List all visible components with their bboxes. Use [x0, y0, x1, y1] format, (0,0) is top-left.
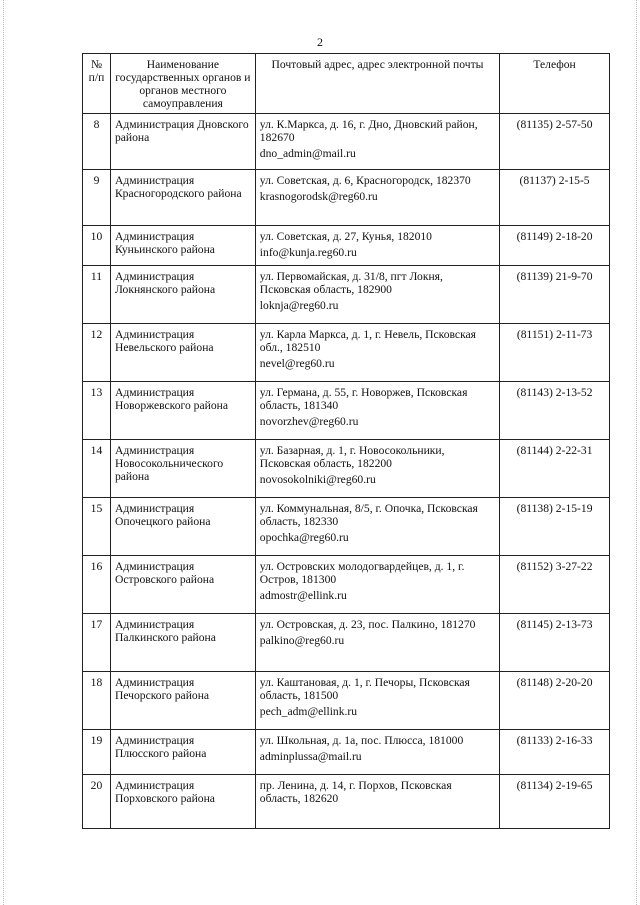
email-address: krasnogorodsk@reg60.ru	[259, 190, 378, 203]
postal-address: ул. Германа, д. 55, г. Новоржев, Псковская область, 181340	[259, 386, 468, 412]
row-number: 20	[83, 775, 111, 829]
email-address: opochka@reg60.ru	[259, 531, 349, 544]
row-number: 18	[83, 672, 111, 730]
phone-number: (81151) 2-11-73	[500, 324, 610, 382]
phone-number: (81137) 2-15-5	[500, 170, 610, 226]
header-address: Почтовый адрес, адрес электронной почты	[255, 54, 499, 114]
table-body	[83, 114, 610, 829]
authority-name: Администрация Невельского района	[110, 324, 255, 382]
table-header-row	[83, 54, 610, 114]
address-cell	[255, 614, 499, 672]
address-cell	[255, 266, 499, 324]
authority-name: Администрация Куньинского района	[110, 226, 255, 266]
authority-name: Администрация Новоржевского района	[110, 382, 255, 440]
phone-number: (81139) 21-9-70	[500, 266, 610, 324]
phone-number: (81138) 2-15-19	[500, 498, 610, 556]
row-number: 19	[83, 730, 111, 775]
address-cell	[255, 672, 499, 730]
postal-address: ул. Советская, д. 27, Кунья, 182010	[259, 230, 432, 243]
authority-name: Администрация Локнянского района	[110, 266, 255, 324]
email-address: pech_adm@ellink.ru	[259, 705, 358, 718]
row-number: 12	[83, 324, 111, 382]
administration-table	[82, 53, 610, 829]
authority-name: Администрация Печорского района	[110, 672, 255, 730]
postal-address: ул. Островская, д. 23, пос. Палкино, 181270	[259, 618, 476, 631]
address-cell	[255, 324, 499, 382]
authority-name: Администрация Красногородского района	[110, 170, 255, 226]
row-number: 15	[83, 498, 111, 556]
email-address: palkino@reg60.ru	[259, 634, 345, 647]
authority-name: Администрация Островского района	[110, 556, 255, 614]
postal-address: ул. Карла Маркса, д. 1, г. Невель, Псковская обл., 182510	[259, 328, 477, 354]
postal-address: пр. Ленина, д. 14, г. Порхов, Псковская область, 182620	[259, 779, 452, 805]
postal-address: ул. Островских молодогвардейцев, д. 1, г. Остров, 181300	[259, 560, 465, 586]
address-cell	[255, 730, 499, 775]
authority-name: Администрация Опочецкого района	[110, 498, 255, 556]
phone-number: (81144) 2-22-31	[500, 440, 610, 498]
postal-address: ул. Школьная, д. 1а, пос. Плюсса, 181000	[259, 734, 464, 747]
address-cell	[255, 556, 499, 614]
address-cell	[255, 226, 499, 266]
authority-name: Администрация Порховского района	[110, 775, 255, 829]
postal-address: ул. Советская, д. 6, Красногородск, 182370	[259, 174, 471, 187]
email-address: dno_admin@mail.ru	[259, 147, 356, 160]
table-row	[83, 170, 610, 226]
phone-number: (81149) 2-18-20	[500, 226, 610, 266]
table-row	[83, 382, 610, 440]
authority-name: Администрация Новосокольнического района	[110, 440, 255, 498]
address-cell	[255, 775, 499, 829]
table-row	[83, 440, 610, 498]
email-address: info@kunja.reg60.ru	[259, 246, 357, 259]
email-address: novosokolniki@reg60.ru	[259, 473, 376, 486]
phone-number: (81135) 2-57-50	[500, 114, 610, 170]
row-number: 8	[83, 114, 111, 170]
phone-number: (81152) 3-27-22	[500, 556, 610, 614]
postal-address: ул. Коммунальная, 8/5, г. Опочка, Псковская область, 182330	[259, 502, 478, 528]
scan-edge-right	[636, 0, 638, 905]
email-address: nevel@reg60.ru	[259, 357, 335, 370]
table-row	[83, 614, 610, 672]
postal-address: ул. Базарная, д. 1, г. Новосокольники, Псковская область, 182200	[259, 444, 445, 470]
table-row	[83, 730, 610, 775]
address-cell	[255, 114, 499, 170]
phone-number: (81134) 2-19-65	[500, 775, 610, 829]
row-number: 13	[83, 382, 111, 440]
phone-number: (81148) 2-20-20	[500, 672, 610, 730]
table-row	[83, 266, 610, 324]
table-row	[83, 498, 610, 556]
authority-name: Администрация Дновского района	[110, 114, 255, 170]
row-number: 16	[83, 556, 111, 614]
row-number: 14	[83, 440, 111, 498]
header-num: № п/п	[83, 54, 111, 114]
table-row	[83, 556, 610, 614]
address-cell	[255, 170, 499, 226]
table-row	[83, 775, 610, 829]
table-row	[83, 672, 610, 730]
row-number: 10	[83, 226, 111, 266]
scan-edge-left	[3, 0, 5, 905]
table-row	[83, 324, 610, 382]
address-cell	[255, 498, 499, 556]
postal-address: ул. Первомайская, д. 31/8, пгт Локня, Псковская область, 182900	[259, 270, 443, 296]
phone-number: (81145) 2-13-73	[500, 614, 610, 672]
phone-number: (81143) 2-13-52	[500, 382, 610, 440]
page-number: 2	[317, 35, 323, 49]
postal-address: ул. К.Маркса, д. 16, г. Дно, Дновский район, 182670	[259, 118, 478, 144]
address-cell	[255, 382, 499, 440]
table-row	[83, 226, 610, 266]
authority-name: Администрация Палкинского района	[110, 614, 255, 672]
email-address: adminplussa@mail.ru	[259, 750, 362, 763]
authority-name: Администрация Плюсского района	[110, 730, 255, 775]
row-number: 11	[83, 266, 111, 324]
email-address: novorzhev@reg60.ru	[259, 415, 359, 428]
header-phone: Телефон	[500, 54, 610, 114]
table-row	[83, 114, 610, 170]
postal-address: ул. Каштановая, д. 1, г. Печоры, Псковская область, 181500	[259, 676, 470, 702]
row-number: 9	[83, 170, 111, 226]
email-address: admostr@ellink.ru	[259, 589, 347, 602]
address-cell	[255, 440, 499, 498]
phone-number: (81133) 2-16-33	[500, 730, 610, 775]
header-name: Наименование государственных органов и органов местного самоуправления	[110, 54, 255, 114]
email-address: loknja@reg60.ru	[259, 299, 339, 312]
row-number: 17	[83, 614, 111, 672]
